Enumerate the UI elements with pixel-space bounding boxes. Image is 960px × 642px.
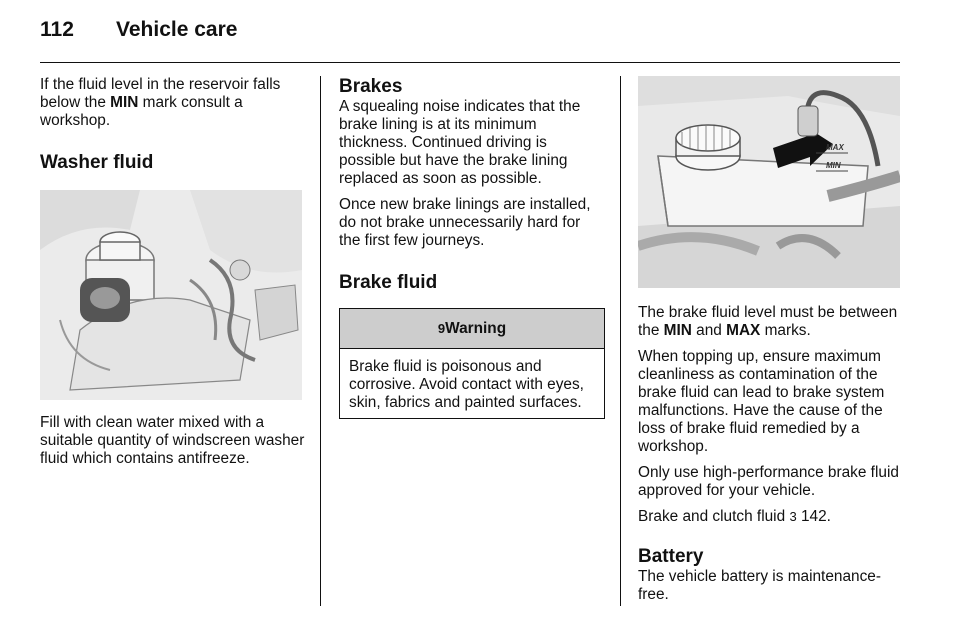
- warning-triangle-icon: 9: [437, 321, 446, 336]
- column-2: [339, 76, 605, 419]
- header-rule: [40, 62, 900, 63]
- warning-title: Warning: [445, 319, 507, 337]
- washer-fluid-heading: Washer fluid: [40, 152, 154, 173]
- washer-fluid-text: Fill with clean water mixed with a suitable quantity of windscreen washer fluid which contains antifreeze.: [40, 414, 305, 467]
- topping-up-text: When topping up, ensure maximum cleanliness as contamination of the brake fluid can lead to brake system malfunctions. Have the cause of the loss of brake fluid remedied by a workshop.: [638, 348, 885, 455]
- column-divider-2: [620, 76, 621, 606]
- min-mark-label: MIN: [826, 161, 841, 170]
- brake-fluid-level-text: The brake fluid level must be between the MIN and MAX marks.: [638, 304, 898, 339]
- battery-text: The vehicle battery is maintenance-free.: [638, 568, 881, 603]
- brake-reservoir-drawing: [638, 76, 900, 288]
- page-number: 112: [40, 18, 74, 41]
- brakes-paragraph-2: Once new brake linings are installed, do not brake unnecessarily hard for the first few journeys.: [339, 196, 591, 249]
- approved-fluid-text: Only use high-performance brake fluid approved for your vehicle.: [638, 464, 899, 499]
- washer-fluid-illustration: [40, 190, 302, 400]
- warning-box: [339, 308, 605, 419]
- battery-heading: Battery: [638, 546, 704, 567]
- brakes-paragraph-1: A squealing noise indicates that the brake lining is at its minimum thickness. Continued driving is possible but have the brake lining replaced as soon as possible.: [339, 98, 581, 187]
- warning-header: [340, 309, 604, 349]
- brake-fluid-heading: Brake fluid: [339, 272, 438, 293]
- warning-text: Brake fluid is poisonous and corrosive. Avoid contact with eyes, skin, fabrics and painted surfaces.: [349, 358, 584, 411]
- section-title: Vehicle care: [116, 18, 238, 41]
- warning-body: [340, 349, 604, 418]
- brakes-heading: Brakes: [339, 76, 403, 97]
- column-3: [638, 76, 906, 612]
- column-divider-1: [320, 76, 321, 606]
- fluid-level-note: If the fluid level in the reservoir falls below the MIN mark consult a workshop.: [40, 76, 281, 129]
- column-1: [40, 76, 312, 476]
- reference-arrow-icon: 3: [789, 509, 797, 524]
- washer-reservoir-drawing: [40, 190, 302, 400]
- cross-reference[interactable]: Brake and clutch fluid 3 142.: [638, 508, 831, 525]
- brake-fluid-illustration: [638, 76, 900, 288]
- max-mark-label: MAX: [826, 143, 844, 152]
